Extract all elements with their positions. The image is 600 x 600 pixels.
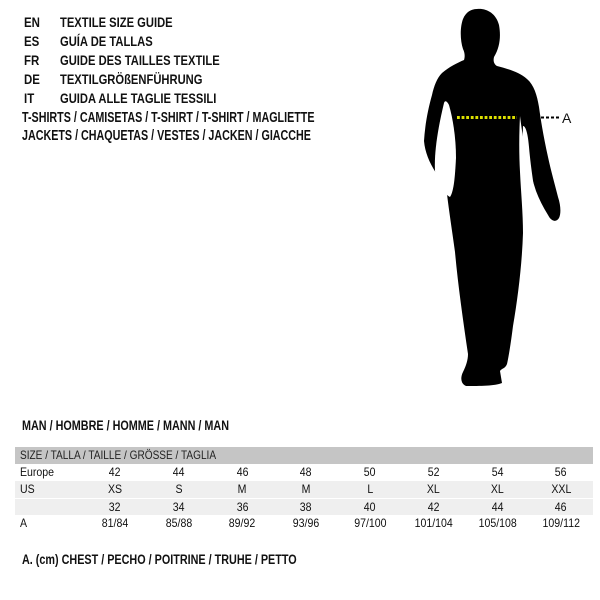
cell: L (366, 482, 373, 496)
cell: 44 (491, 500, 504, 514)
size-table-header-text: SIZE / TALLA / TAILLE / GRÖSSE / TAGLIA (20, 448, 217, 462)
row-label: US (20, 482, 35, 496)
cell: 109/112 (542, 516, 580, 530)
cell: 54 (491, 465, 504, 479)
language-row-en (24, 14, 201, 33)
language-row-fr (24, 52, 260, 71)
cell: 85/88 (165, 516, 192, 530)
language-row-de (24, 71, 238, 90)
garment-types-jackets (22, 128, 412, 144)
cell: 34 (172, 500, 185, 514)
man-silhouette-figure (415, 5, 575, 395)
cell: 46 (555, 500, 567, 514)
section-title-text: MAN / HOMBRE / HOMME / MANN / MAN (22, 418, 229, 433)
cell: 32 (108, 500, 121, 514)
cell: 40 (363, 500, 376, 514)
cell: M (237, 482, 247, 496)
language-label: TEXTILE SIZE GUIDE (60, 14, 173, 30)
language-label: GUÍA DE TALLAS (60, 33, 153, 49)
table-row-a-chest (15, 515, 593, 532)
cell: 50 (363, 465, 376, 479)
row-label (15, 499, 83, 516)
measure-label-a: A (562, 110, 572, 126)
man-silhouette (424, 9, 560, 386)
cell: 46 (236, 465, 249, 479)
cell: XS (107, 482, 122, 496)
cell: 105/108 (478, 516, 517, 530)
language-label: GUIDE DES TAILLES TEXTILE (60, 52, 220, 68)
cell: 97/100 (353, 516, 387, 530)
cell: XL (490, 482, 504, 496)
cell: XL (427, 482, 441, 496)
size-table (15, 447, 593, 532)
footnote-text: A. (cm) CHEST / PECHO / POITRINE / TRUHE / PETTO (22, 552, 297, 567)
table-row-us-numeric (15, 498, 593, 515)
row-label: Europe (20, 465, 55, 479)
cell: 36 (236, 500, 249, 514)
table-row-us (15, 481, 593, 498)
language-code: DE (24, 71, 40, 87)
language-code: FR (24, 52, 40, 68)
language-label: GUIDA ALLE TAGLIE TESSILI (60, 90, 217, 106)
language-label: TEXTILGRÖßENFÜHRUNG (60, 71, 203, 87)
garment-types-line2-text: JACKETS / CHAQUETAS / VESTES / JACKEN / GIACCHE (22, 128, 311, 144)
table-row-europe (15, 464, 593, 481)
cell: 42 (108, 465, 121, 479)
cell: 52 (427, 465, 440, 479)
cell: 101/104 (414, 516, 453, 530)
cell: XXL (551, 482, 572, 496)
language-code: EN (24, 14, 40, 30)
size-table-header (15, 447, 593, 464)
cell: M (301, 482, 311, 496)
cell: 56 (555, 465, 567, 479)
language-code: IT (24, 90, 35, 106)
language-row-it (24, 90, 255, 109)
language-code: ES (24, 33, 40, 49)
garment-types-tshirts (22, 110, 417, 126)
cell: 38 (300, 500, 312, 514)
cell: 42 (427, 500, 440, 514)
cell: 44 (172, 465, 185, 479)
cell: S (175, 482, 183, 496)
cell: 89/92 (229, 516, 256, 530)
cell: 93/96 (292, 516, 320, 530)
section-title-man (22, 418, 281, 433)
cell: 81/84 (101, 516, 129, 530)
language-row-es (24, 33, 176, 52)
footnote-chest-measure (22, 552, 365, 567)
cell: 48 (300, 465, 312, 479)
row-label: A (20, 516, 28, 530)
garment-types-line1-text: T-SHIRTS / CAMISETAS / T-SHIRT / T-SHIRT / MAGLIETTE (22, 110, 315, 126)
